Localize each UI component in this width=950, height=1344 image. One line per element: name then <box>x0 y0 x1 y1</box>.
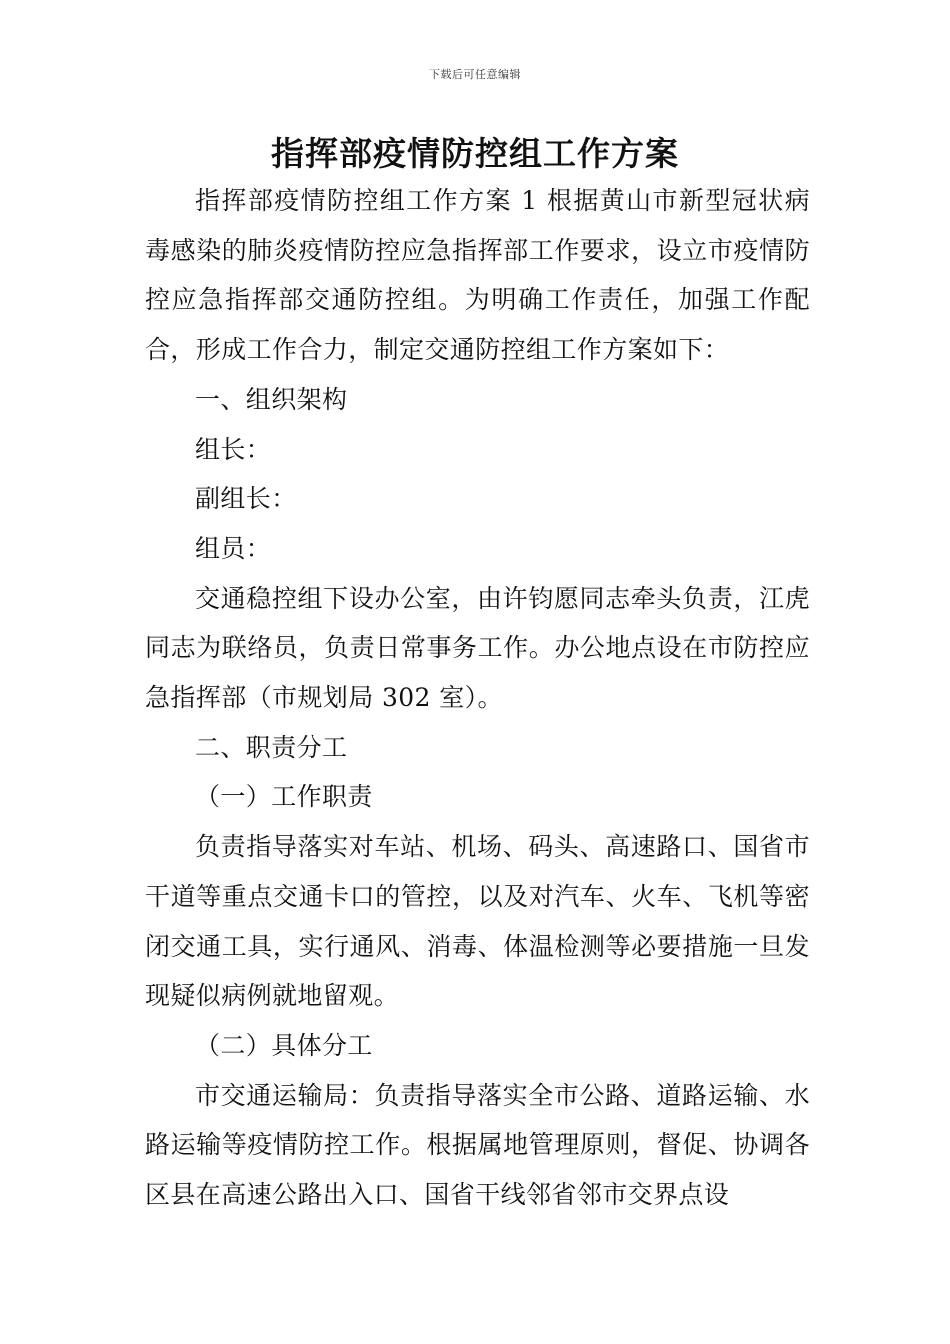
deputy-leader-line: 副组长： <box>195 484 297 514</box>
header-note: 下载后可任意编辑 <box>429 68 521 81</box>
members-line: 组员： <box>195 533 272 563</box>
office-paragraph: 交通稳控组下设办公室，由许钧愿同志牵头负责，江虎同志为联络员，负责日常事务工作。办公地点设在市防控应急指挥部（市规划局 302 室）。 <box>145 583 810 713</box>
section-heading-organization: 一、组织架构 <box>195 384 348 414</box>
document-body <box>145 176 810 1220</box>
transport-bureau-paragraph: 市交通运输局：负责指导落实全市公路、道路运输、水路运输等疫情防控工作。根据属地管理原则，督促、协调各区县在高速公路出入口、国省干线邻省邻市交界点设 <box>145 1080 810 1210</box>
responsibilities-paragraph: 负责指导落实对车站、机场、码头、高速路口、国省市干道等重点交通卡口的管控，以及对汽车、火车、飞机等密闭交通工具，实行通风、消毒、体温检测等必要措施一旦发现疑似病例就地留观。 <box>145 832 810 1011</box>
team-leader-line: 组长： <box>195 434 272 464</box>
subsection-heading-division: （二）具体分工 <box>195 1030 373 1060</box>
intro-paragraph: 指挥部疫情防控组工作方案 1 根据黄山市新型冠状病毒感染的肺炎疫情防控应急指挥部工作要求，设立市疫情防控应急指挥部交通防控组。为明确工作责任，加强工作配合，形成工作合力，制定交通防控组工作方案如下： <box>145 186 810 365</box>
subsection-heading-responsibilities: （一）工作职责 <box>195 782 373 812</box>
page-title: 指挥部疫情防控组工作方案 <box>271 134 679 173</box>
section-heading-duties: 二、职责分工 <box>195 732 348 762</box>
